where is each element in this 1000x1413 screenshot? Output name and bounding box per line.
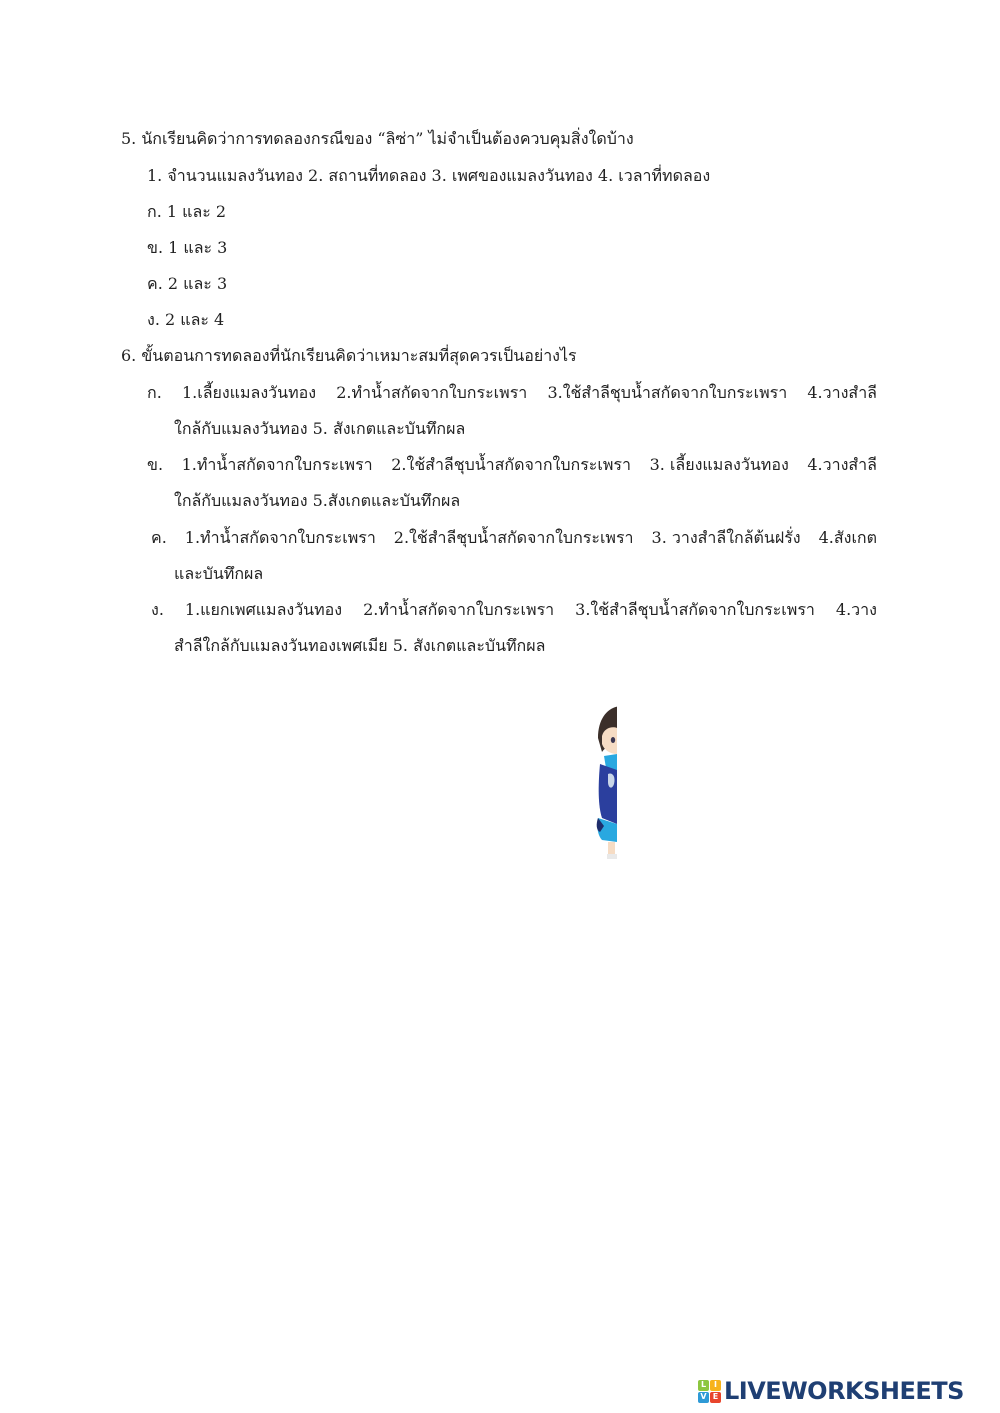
option-line-2: สำลีใกล้กับแมลงวันทองเพศเมีย 5. สังเกตและบันทึกผล xyxy=(174,636,546,655)
question-5-option-b[interactable]: ข. 1 และ 3 xyxy=(147,238,228,257)
step-3: 3.ใช้สำลีชุบน้ำสกัดจากใบกระเพรา xyxy=(575,600,815,619)
question-5-option-d[interactable]: ง. 2 และ 4 xyxy=(147,310,225,329)
badge-letter: I xyxy=(710,1380,721,1391)
question-5-items: 1. จำนวนแมลงวันทอง 2. สถานที่ทดลอง 3. เพศของแมลงวันทอง 4. เวลาที่ทดลอง xyxy=(147,166,711,185)
option-line-2: ใกล้กับแมลงวันทอง 5.สังเกตและบันทึกผล xyxy=(174,491,461,510)
step-2: 2.ทำน้ำสกัดจากใบกระเพรา xyxy=(363,600,555,619)
step-1: 1.เลี้ยงแมลงวันทอง xyxy=(181,383,317,402)
option-line-1 xyxy=(151,527,877,549)
option-line-2: และบันทึกผล xyxy=(174,564,264,583)
step-2: 2.ใช้สำลีชุบน้ำสกัดจากใบกระเพรา xyxy=(391,455,631,474)
live-badge-icon xyxy=(698,1380,721,1403)
option-marker: ข. xyxy=(147,455,164,474)
option-line-1 xyxy=(147,454,877,476)
liveworksheets-logo[interactable] xyxy=(698,1379,964,1403)
option-line-2: ใกล้กับแมลงวันทอง 5. สังเกตและบันทึกผล xyxy=(174,419,466,438)
badge-letter: L xyxy=(698,1380,709,1391)
question-5-title: 5. นักเรียนคิดว่าการทดลองกรณีของ “ลิซ่า” ไม่จำเป็นต้องควบคุมสิ่งใดบ้าง xyxy=(121,129,634,148)
cartoon-student-icon xyxy=(596,706,617,862)
badge-letter: V xyxy=(698,1392,709,1403)
student-illustration xyxy=(596,706,617,862)
step-4: 4.วาง xyxy=(835,600,877,619)
step-1: 1.ทำน้ำสกัดจากใบกระเพรา xyxy=(184,528,376,547)
step-2: 2.ทำน้ำสกัดจากใบกระเพรา xyxy=(336,383,528,402)
step-4: 4.วางสำลี xyxy=(807,383,877,402)
step-3: 3. เลี้ยงแมลงวันทอง xyxy=(649,455,789,474)
option-marker: ง. xyxy=(151,600,164,619)
step-1: 1.แยกเพศแมลงวันทอง xyxy=(184,600,343,619)
step-4: 4.วางสำลี xyxy=(807,455,877,474)
question-6-title: 6. ขั้นตอนการทดลองที่นักเรียนคิดว่าเหมาะสมที่สุดควรเป็นอย่างไร xyxy=(121,346,577,365)
step-1: 1.ทำน้ำสกัดจากใบกระเพรา xyxy=(181,455,373,474)
step-2: 2.ใช้สำลีชุบน้ำสกัดจากใบกระเพรา xyxy=(393,528,634,547)
option-line-1 xyxy=(151,599,877,621)
option-line-1 xyxy=(147,382,877,404)
step-3: 3. วางสำลีใกล้ต้นฝรั่ง xyxy=(651,528,801,547)
option-marker: ก. xyxy=(147,383,162,402)
badge-letter: E xyxy=(710,1392,721,1403)
question-5-option-a[interactable]: ก. 1 และ 2 xyxy=(147,202,227,221)
step-3: 3.ใช้สำลีชุบน้ำสกัดจากใบกระเพรา xyxy=(547,383,788,402)
option-marker: ค. xyxy=(151,528,167,547)
logo-text: LIVEWORKSHEETS xyxy=(724,1377,964,1405)
step-4: 4.สังเกต xyxy=(818,528,877,547)
question-5-option-c[interactable]: ค. 2 และ 3 xyxy=(147,274,228,293)
